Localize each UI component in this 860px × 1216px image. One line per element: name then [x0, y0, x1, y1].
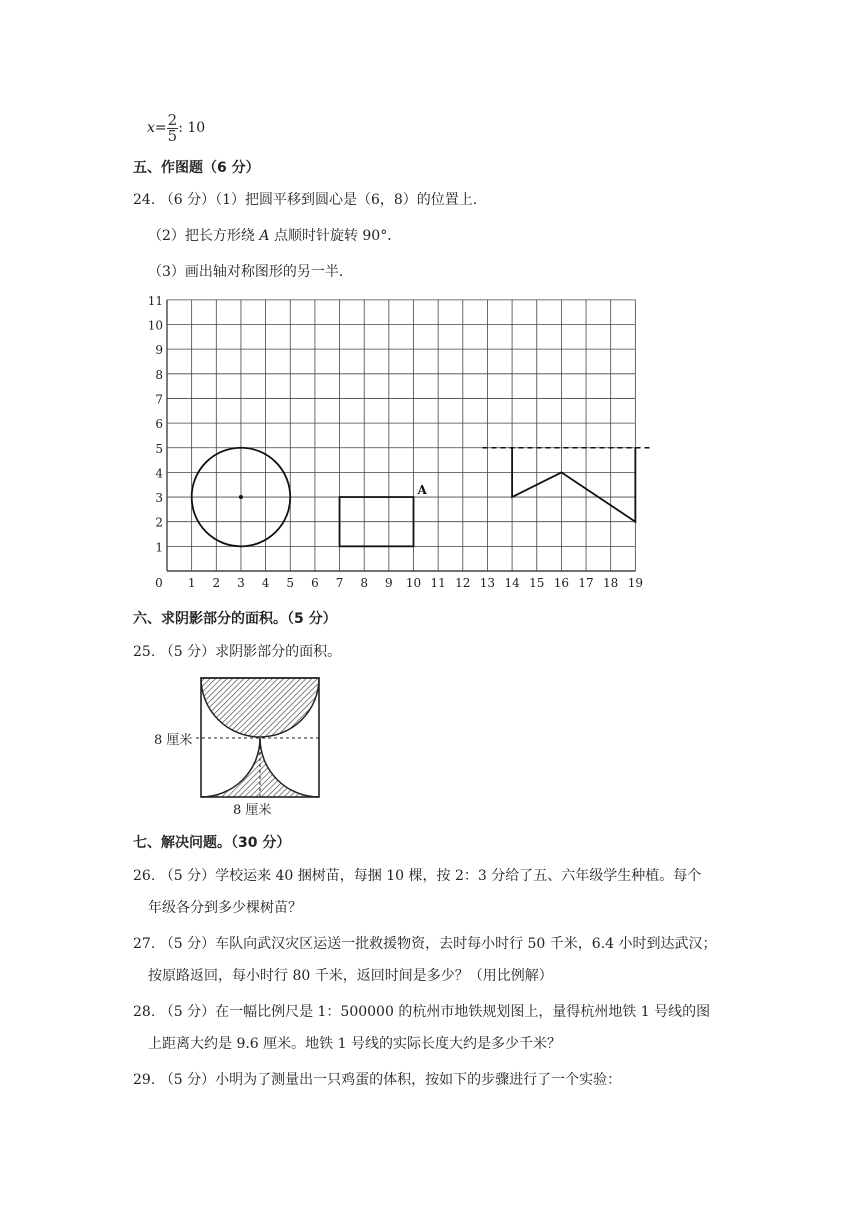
y-tick-label: 11 [147, 293, 163, 308]
x-tick-label: 19 [627, 576, 643, 590]
x-tick-label: 8 [360, 576, 369, 590]
q28-line2: 上距离大约是 9.6 厘米。地铁 1 号线的实际长度大约是多少千米？ [148, 1036, 561, 1052]
y-tick-label: 3 [155, 491, 163, 506]
x-tick-label: 14 [504, 576, 520, 590]
symmetry-half-shape [512, 448, 635, 522]
x-tick-label: 6 [311, 576, 319, 590]
equation-rhs: 10 [187, 120, 206, 136]
x-tick-label: 2 [212, 576, 221, 590]
side-length-label: 8 厘米 [154, 733, 193, 748]
bottom-length-label: 8 厘米 [233, 803, 272, 818]
y-tick-label: 8 [155, 367, 163, 382]
fraction-numerator: 2 [167, 110, 178, 129]
y-tick-label: 4 [155, 466, 163, 481]
y-tick-label: 9 [155, 343, 163, 358]
q26-line2: 年级各分到多少棵树苗？ [148, 900, 302, 916]
x-tick-label: 15 [529, 576, 545, 590]
q24-line1 [133, 190, 477, 210]
equation-fraction [167, 110, 179, 145]
x-tick-label: 11 [430, 576, 446, 590]
y-tick-label: 6 [155, 417, 163, 432]
equation-colon: : [178, 120, 183, 136]
section-6-heading: 六、求阴影部分的面积。（5 分） [133, 611, 337, 627]
y-axis-labels [148, 294, 164, 554]
q26-line1: 26. （5 分）学校运来 40 捆树苗，每捆 10 棵，按 2：3 分给了五、六年级学生种植。每个 [133, 868, 702, 884]
x-tick-label: 10 [405, 576, 422, 590]
equation-var: x [147, 120, 155, 136]
fraction-denominator: 5 [167, 126, 178, 145]
x-tick-label: 17 [578, 576, 594, 590]
x-tick-label: 1 [187, 576, 196, 590]
shaded-area-figure [150, 670, 340, 822]
x-tick-label: 9 [385, 576, 393, 590]
equation-eq: = [154, 120, 167, 136]
q24-line2 [148, 226, 401, 246]
section-5-heading: 五、作图题（6 分） [133, 160, 260, 176]
y-tick-label: 10 [147, 318, 163, 333]
q27-line1: 27. （5 分）车队向武汉灾区运送一批救援物资，去时每小时行 50 千米，6.4 小时到达武汉； [133, 936, 717, 952]
x-tick-label: 18 [603, 576, 619, 590]
q24-part2b: 点顺时针旋转 90°． [273, 228, 402, 244]
x-tick-label: 13 [479, 576, 496, 590]
bottom-left-shaded [201, 738, 260, 797]
x-tick-label: 16 [553, 576, 570, 590]
circle-center-dot [239, 495, 243, 499]
grid-lines [167, 300, 635, 571]
x-tick-label: 3 [237, 576, 245, 590]
top-semicircle-shaded [201, 678, 319, 737]
x-tick-label: 7 [335, 576, 344, 590]
q24-line3: （3）画出轴对称图形的另一半. [148, 264, 344, 280]
y-tick-label: 5 [155, 441, 163, 456]
x-tick-label: 0 [155, 576, 163, 590]
x-tick-label: 12 [455, 576, 471, 590]
q24-part1: （1）把圆平移到圆心是（6，8）的位置上. [215, 192, 478, 208]
coordinate-grid-figure [140, 288, 660, 594]
q28-line1: 28. （5 分）在一幅比例尺是 1：500000 的杭州市地铁规划图上，量得杭州地铁 1 号线的图 [133, 1004, 711, 1020]
y-tick-label: 2 [155, 515, 163, 530]
y-tick-label: 7 [155, 392, 163, 407]
y-tick-label: 1 [155, 540, 163, 555]
x-axis-labels [155, 576, 643, 590]
q24-part2a: （2）把长方形绕 [148, 228, 255, 244]
equation [147, 110, 205, 146]
q27-line2: 按原路返回，每小时行 80 千米，返回时间是多少？（用比例解） [148, 968, 553, 984]
x-tick-label: 5 [286, 576, 295, 590]
x-tick-label: 4 [261, 576, 270, 590]
q24-number: 24. [133, 192, 156, 208]
bottom-right-shaded [260, 738, 319, 797]
point-a-label: A [417, 483, 427, 498]
q24-score: （6 分） [159, 192, 216, 208]
q24-part2-var: A [259, 228, 270, 244]
q25-text: 25. （5 分）求阴影部分的面积。 [133, 644, 342, 660]
section-7-heading: 七、解决问题。（30 分） [133, 835, 291, 851]
q29-line1: 29. （5 分）小明为了测量出一只鸡蛋的体积，按如下的步骤进行了一个实验： [133, 1072, 622, 1088]
